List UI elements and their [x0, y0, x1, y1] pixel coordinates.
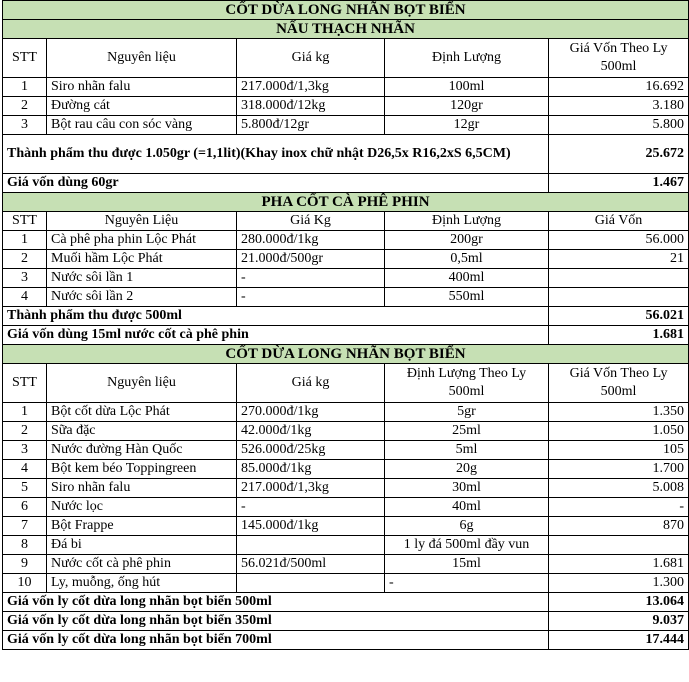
table-row	[3, 269, 689, 288]
cell-amount: 12gr	[385, 116, 549, 135]
total-row	[3, 631, 689, 650]
cell-cost	[549, 288, 689, 307]
table-row	[3, 422, 689, 441]
table-row	[3, 460, 689, 479]
cell-amount: 6g	[385, 517, 549, 536]
table-row	[3, 498, 689, 517]
cell-ingredient: Muối hầm Lộc Phát	[47, 250, 237, 269]
cell-price: 217.000đ/1,3kg	[237, 479, 385, 498]
column-header: Giá Kg	[237, 212, 385, 231]
cell-cost: 1.350	[549, 403, 689, 422]
table-row	[3, 441, 689, 460]
cell-stt: 3	[3, 441, 47, 460]
cell-stt: 3	[3, 116, 47, 135]
column-header: Giá Vốn	[549, 212, 689, 231]
yield-row	[3, 307, 689, 326]
cell-amount: 40ml	[385, 498, 549, 517]
total-row	[3, 593, 689, 612]
yield-value: 25.672	[549, 135, 689, 174]
cell-ingredient: Sữa đặc	[47, 422, 237, 441]
cell-cost: 5.800	[549, 116, 689, 135]
cell-price	[237, 536, 385, 555]
cell-cost: 1.681	[549, 555, 689, 574]
column-header: Nguyên liệu	[47, 39, 237, 78]
cell-amount: 0,5ml	[385, 250, 549, 269]
section1-title: NẤU THẠCH NHÃN	[3, 20, 689, 39]
cell-stt: 1	[3, 231, 47, 250]
column-header: Định Lượng	[385, 212, 549, 231]
cell-ingredient: Siro nhãn falu	[47, 479, 237, 498]
table-row	[3, 555, 689, 574]
cell-stt: 2	[3, 250, 47, 269]
cell-ingredient: Siro nhãn falu	[47, 78, 237, 97]
column-header: Giá kg	[237, 39, 385, 78]
cell-cost: 5.008	[549, 479, 689, 498]
cell-stt: 4	[3, 288, 47, 307]
table-row	[3, 536, 689, 555]
column-header: Giá Vốn Theo Ly 500ml	[549, 39, 689, 78]
cell-cost: 1.700	[549, 460, 689, 479]
column-header: Giá kg	[237, 364, 385, 403]
total-value: 17.444	[549, 631, 689, 650]
total-value: 13.064	[549, 593, 689, 612]
cell-amount: 5ml	[385, 441, 549, 460]
cell-cost	[549, 269, 689, 288]
cost-value: 1.467	[549, 174, 689, 193]
cell-stt: 5	[3, 479, 47, 498]
cell-amount: 20g	[385, 460, 549, 479]
table-row	[3, 231, 689, 250]
table-row	[3, 250, 689, 269]
cell-price: 526.000đ/25kg	[237, 441, 385, 460]
total-label: Giá vốn ly cốt dừa long nhãn bọt biển 700ml	[3, 631, 549, 650]
yield-label: Thành phẩm thu được 1.050gr (=1,1lit)(Khay inox chữ nhật D26,5x R16,2xS 6,5CM)	[3, 135, 549, 174]
table-row	[3, 116, 689, 135]
column-header: Định Lượng	[385, 39, 549, 78]
cell-price: 280.000đ/1kg	[237, 231, 385, 250]
cell-cost: -	[549, 498, 689, 517]
column-header: STT	[3, 364, 47, 403]
cell-price: 42.000đ/1kg	[237, 422, 385, 441]
section3-title: CỐT DỪA LONG NHÃN BỌT BIỂN	[3, 345, 689, 364]
cell-price: -	[237, 269, 385, 288]
table-row	[3, 97, 689, 116]
cell-amount: 25ml	[385, 422, 549, 441]
cell-cost: 105	[549, 441, 689, 460]
column-header: Định Lượng Theo Ly 500ml	[385, 364, 549, 403]
column-header: Giá Vốn Theo Ly 500ml	[549, 364, 689, 403]
cell-ingredient: Nước sôi lần 1	[47, 269, 237, 288]
cell-cost: 16.692	[549, 78, 689, 97]
cell-amount: 15ml	[385, 555, 549, 574]
cell-amount: 200gr	[385, 231, 549, 250]
table-row	[3, 78, 689, 97]
section3-header-row	[3, 364, 689, 403]
cell-stt: 1	[3, 403, 47, 422]
cell-amount: 550ml	[385, 288, 549, 307]
cell-stt: 7	[3, 517, 47, 536]
column-header: STT	[3, 212, 47, 231]
cost-value: 1.681	[549, 326, 689, 345]
cell-ingredient: Đường cát	[47, 97, 237, 116]
cell-stt: 6	[3, 498, 47, 517]
cell-cost: 1.050	[549, 422, 689, 441]
cell-ingredient: Bột cốt dừa Lộc Phát	[47, 403, 237, 422]
column-header: Nguyên liệu	[47, 364, 237, 403]
section1-header-row	[3, 39, 689, 78]
cell-stt: 2	[3, 422, 47, 441]
cell-ingredient: Nước lọc	[47, 498, 237, 517]
cell-price: -	[237, 288, 385, 307]
cell-ingredient: Bột kem béo Toppingreen	[47, 460, 237, 479]
table-row	[3, 479, 689, 498]
cell-amount: 100ml	[385, 78, 549, 97]
cell-price: 145.000đ/1kg	[237, 517, 385, 536]
column-header: STT	[3, 39, 47, 78]
yield-row	[3, 135, 689, 174]
cell-stt: 4	[3, 460, 47, 479]
cell-price: 21.000đ/500gr	[237, 250, 385, 269]
main-title-row	[3, 1, 689, 20]
cell-price: 5.800đ/12gr	[237, 116, 385, 135]
total-value: 9.037	[549, 612, 689, 631]
yield-label: Thành phẩm thu được 500ml	[3, 307, 549, 326]
cell-ingredient: Bột rau câu con sóc vàng	[47, 116, 237, 135]
cell-ingredient: Ly, muỗng, ống hút	[47, 574, 237, 593]
cell-price	[237, 574, 385, 593]
cell-price: 318.000đ/12kg	[237, 97, 385, 116]
total-label: Giá vốn ly cốt dừa long nhãn bọt biển 500ml	[3, 593, 549, 612]
cost-label: Giá vốn dùng 15ml nước cốt cà phê phin	[3, 326, 549, 345]
table-row	[3, 574, 689, 593]
table-row	[3, 288, 689, 307]
total-label: Giá vốn ly cốt dừa long nhãn bọt biển 350ml	[3, 612, 549, 631]
cell-stt: 1	[3, 78, 47, 97]
section3-title-row	[3, 345, 689, 364]
table-row	[3, 403, 689, 422]
cell-cost: 1.300	[549, 574, 689, 593]
cell-stt: 9	[3, 555, 47, 574]
cell-stt: 10	[3, 574, 47, 593]
cell-price: 270.000đ/1kg	[237, 403, 385, 422]
cell-ingredient: Cà phê pha phin Lộc Phát	[47, 231, 237, 250]
section1-title-row	[3, 20, 689, 39]
section2-title: PHA CỐT CÀ PHÊ PHIN	[3, 193, 689, 212]
section2-title-row	[3, 193, 689, 212]
cell-amount: 120gr	[385, 97, 549, 116]
cost-table	[2, 0, 689, 650]
cell-amount: 5gr	[385, 403, 549, 422]
total-row	[3, 612, 689, 631]
yield-value: 56.021	[549, 307, 689, 326]
section2-header-row	[3, 212, 689, 231]
cost-row	[3, 174, 689, 193]
cell-amount: 1 ly đá 500ml đầy vun	[385, 536, 549, 555]
column-header: Nguyên Liệu	[47, 212, 237, 231]
cell-amount: 400ml	[385, 269, 549, 288]
cell-price: 85.000đ/1kg	[237, 460, 385, 479]
cell-cost: 21	[549, 250, 689, 269]
table-row	[3, 517, 689, 536]
cell-cost	[549, 536, 689, 555]
cell-stt: 3	[3, 269, 47, 288]
cell-ingredient: Bột Frappe	[47, 517, 237, 536]
cell-ingredient: Đá bi	[47, 536, 237, 555]
cell-stt: 2	[3, 97, 47, 116]
cell-price: 217.000đ/1,3kg	[237, 78, 385, 97]
cell-ingredient: Nước cốt cà phê phin	[47, 555, 237, 574]
cell-cost: 3.180	[549, 97, 689, 116]
cell-amount: -	[385, 574, 549, 593]
cell-cost: 870	[549, 517, 689, 536]
cell-cost: 56.000	[549, 231, 689, 250]
cell-ingredient: Nước đường Hàn Quốc	[47, 441, 237, 460]
cell-ingredient: Nước sôi lần 2	[47, 288, 237, 307]
cell-price: 56.021đ/500ml	[237, 555, 385, 574]
cell-price: -	[237, 498, 385, 517]
cell-amount: 30ml	[385, 479, 549, 498]
main-title: CỐT DỪA LONG NHÃN BỌT BIỂN	[3, 1, 689, 20]
cost-label: Giá vốn dùng 60gr	[3, 174, 549, 193]
cell-stt: 8	[3, 536, 47, 555]
cost-row	[3, 326, 689, 345]
